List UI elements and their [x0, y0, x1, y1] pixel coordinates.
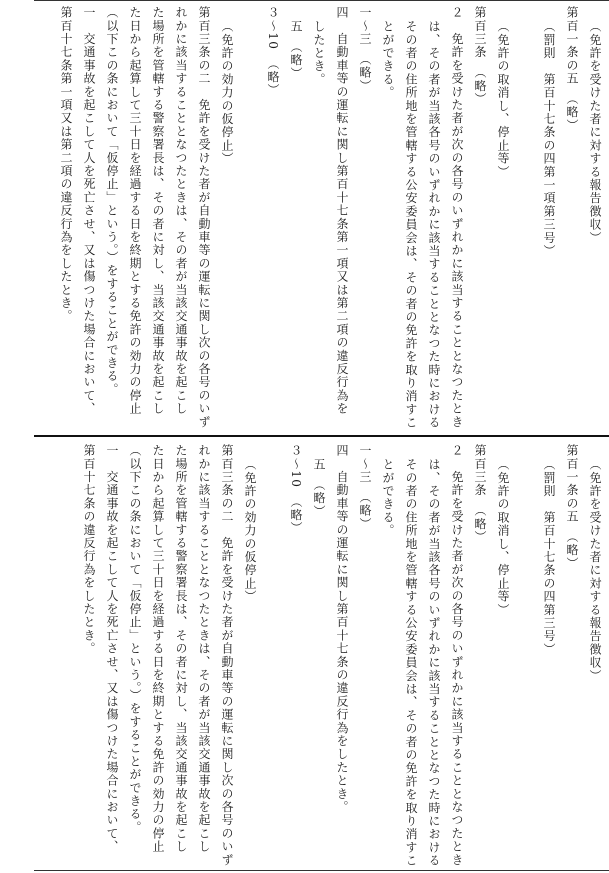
text-column: 四 自動車等の運転に関し第百十七条の違反行為をしたとき。 [335, 444, 349, 814]
text-column: とができる。 [381, 20, 395, 100]
text-column: 一 交通事故を起こして人を死亡させ、又は傷つけた場合において、 [82, 6, 96, 416]
text-column: （罰則 第百十七条の四第三号） [542, 458, 556, 656]
text-column: その者の住所地を管轄する公安委員会は、その者の免許を取り消すこ [404, 458, 418, 868]
text-column: 四 自動車等の運転に関し第百十七条第一項又は第二項の違反行為を [335, 6, 349, 416]
current-text-panel [34, 438, 609, 870]
text-column: （免許を受けた者に対する報告徴収） [588, 20, 602, 245]
text-column: したとき。 [312, 20, 326, 86]
text-column: ２ 免許を受けた者が次の各号のいずれかに該当することとなつたとき [450, 6, 464, 429]
text-column: ３〜10 （略） [289, 444, 303, 535]
text-column: （免許の取消し、停止等） [496, 20, 510, 179]
text-column: 一〜三 （略） [358, 6, 372, 93]
text-column: （免許の効力の仮停止） [220, 20, 234, 166]
bottom-rule [34, 870, 609, 871]
text-column [516, 2, 535, 430]
text-column: 第百三条 （略） [473, 6, 487, 106]
text-column: とができる。 [381, 458, 395, 538]
text-column: た日から起算して三十日を経過する日を終期とする免許の効力の停止 [151, 444, 165, 854]
text-column [240, 2, 259, 430]
text-column: （以下この条において「仮停止」という。）をすることができる。 [105, 6, 119, 396]
text-column: た日から起算して三十日を経過する日を終期とする免許の効力の停止 [128, 6, 142, 416]
text-column: 五 （略） [289, 20, 303, 80]
panel-divider [34, 435, 609, 437]
text-column: （罰則 第百十七条の四第一項第三号） [542, 20, 556, 258]
text-column: は、その者が当該各号のいずれかに該当することとなつた時における [427, 458, 441, 868]
text-column: 第百十七条第一項又は第二項の違反行為をしたとき。 [59, 6, 73, 323]
text-column: （免許の効力の仮停止） [243, 458, 257, 604]
text-column: （免許の取消し、停止等） [496, 458, 510, 617]
text-column: ２ 免許を受けた者が次の各号のいずれかに該当することとなつたとき [450, 444, 464, 867]
text-column: 第百三条の二 免許を受けた者が自動車等の運転に関し次の各号のいず [220, 444, 234, 867]
text-column [516, 440, 535, 868]
text-column: 一〜三 （略） [358, 444, 372, 531]
text-column: 五 （略） [312, 458, 326, 518]
amended-text-columns [36, 2, 607, 430]
text-column [263, 440, 282, 868]
text-column: 第百三条 （略） [473, 444, 487, 544]
text-column: た場所を管轄する警察署長は、その者に対し、当該交通事故を起こし [174, 444, 188, 854]
text-column: 第百一条の五 （略） [565, 444, 579, 570]
text-column: （免許を受けた者に対する報告徴収） [588, 458, 602, 683]
text-column: は、その者が当該各号のいずれかに該当することとなつた時における [427, 20, 441, 430]
text-column: れかに該当することとなつたときは、その者が当該交通事故を起こし [174, 6, 188, 416]
text-column: ３〜10 （略） [266, 6, 280, 97]
text-column: その者の住所地を管轄する公安委員会は、その者の免許を取り消すこ [404, 20, 418, 430]
text-column: れかに該当することとなつたときは、その者が当該交通事故を起こし [197, 444, 211, 854]
text-column: （以下この条において「仮停止」という。）をすることができる。 [128, 444, 142, 834]
text-column: 一 交通事故を起こして人を死亡させ、又は傷つけた場合において、 [105, 444, 119, 854]
text-column: 第百一条の五 （略） [565, 6, 579, 132]
text-column: た場所を管轄する警察署長は、その者に対し、当該交通事故を起こし [151, 6, 165, 416]
text-column: 第百十七条の違反行為をしたとき。 [82, 444, 96, 656]
text-column: 第百三条の二 免許を受けた者が自動車等の運転に関し次の各号のいず [197, 6, 211, 429]
amended-text-panel [34, 0, 609, 432]
current-text-columns [36, 440, 607, 868]
